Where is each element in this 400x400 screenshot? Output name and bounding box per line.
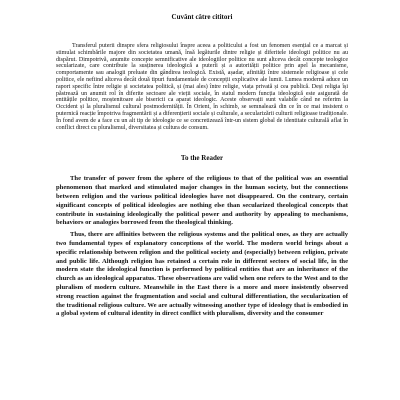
romanian-paragraph: Transferul puterii dinspre sfera religiosului înspre aceea a politicului a fost un fenomen esențial ce a marcat și stimulat schimbările majore din societatea umană, însă legăturile dintre religie și diferitele ideologii politice nu au dispărut. Dimpotrivă, anumite concepte semnificative ale ideologiilor politice nu sunt altceva decât concepte teologice secularizate, care contribuie la susținerea ideologică a puterii și a autorității politice prin apel la mecanisme, comportamente sau analogii preluate din gândirea teologică. Există, așadar, afinități între sistemele religioase și cele politice, ele nefiind altceva decât două tipuri fundamentale de concepții explicative ale lumii. Lumea modernă aduce un raport specific între religie și societatea politică, și (mai ales) între religie, viața privată și cea publică. Deși religia își păstrează un anumit rol în diferite sectoare ale vieții sociale, în statul modern funcția ideologică este asigurată de entitățile politice, moștenitoare ale bisericii ca aparat ideologic. Aceste observații sunt valabile când ne referim la Occident și la pluralismul cultural postmodernității. În Orient, în schimb, se semnalează din ce în ce mai insistent o puternică reacție împotriva fragmentării și a diferențierii sociale și culturale, a secularizării culturii religioase tradiționale. În fond avem de a face cu un alt tip de ideologie ce se concretizează într-un sistem global de identitate culturală aflat în conflict direct cu pluralismul, diversitatea și cultura de consum. <box>56 43 348 131</box>
romanian-title: Cuvânt către cititori <box>171 13 233 21</box>
english-paragraph-2: Thus, there are affinities between the religious systems and the political ones, as they are actually two fundamental types of explanatory conceptions of the world. The modern world brings about a specific relationship between religion and the political society and (especially) between religion, private and public life. Although religion has retained a certain role in different sectors of social life, in the modern state the ideological function is performed by political entities that are an inheritance of the church as an ideological apparatus. These observations are valid when one refers to the West and to the pluralism of modern culture. Meanwhile in the East there is a more and more insistently observed strong reaction against the fragmentation and social and cultural differentiation, the secularization of the traditional religious culture. We are actually witnessing another type of ideology that is embodied in a global system of cultural identity in direct conflict with pluralism, diversity and the consumer <box>56 231 348 318</box>
english-title: To the Reader <box>180 154 224 163</box>
english-paragraph-1: The transfer of power from the sphere of the religious to that of the political was an essential phenomenon that marked and stimulated major changes in the human society, but the connections between religion and the various political ideologies have not disappeared. On the contrary, certain significant concepts of political ideologies are nothing else than secularized theological concepts that contribute in sustaining ideologically the political power and authority by appealing to mechanisms, behaviors or analogies borrowed from the theological thinking. <box>56 175 348 227</box>
